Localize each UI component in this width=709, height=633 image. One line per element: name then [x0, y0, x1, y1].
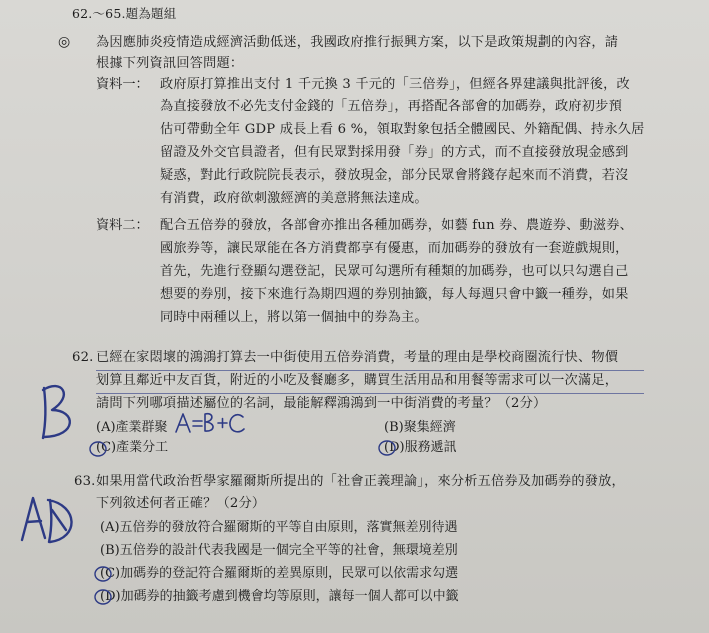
question-62-option-b: (B)聚集經濟 [384, 420, 456, 435]
question-63-option-a: (A)五倍券的發放符合羅爾斯的平等自由原則，落實無差別待遇 [100, 520, 458, 535]
material-2-line: 配合五倍券的發放，各部會亦推出各種加碼券，如藝 fun 券、農遊券、動滋券、 [160, 218, 634, 233]
material-1-line: 有消費，政府欲刺激經濟的美意將無法達成。 [160, 191, 428, 206]
handwritten-answer-62 [43, 386, 70, 438]
question-63-number: 63. [74, 474, 96, 489]
circle-mark [95, 590, 111, 604]
question-63-line: 下列敘述何者正確？（2分） [96, 496, 266, 511]
material-2-line: 國旅券等，讓民眾能在各方消費都享有優惠，而加碼券的發放有一套遊戲規則， [160, 241, 629, 256]
material-1-line: 留證及外交官員證者，但有民眾對採用發「券」的方式，而不直接發放現金感到 [160, 145, 629, 160]
question-63-option-b: (B)五倍券的設計代表我國是一個完全平等的社會，無環境差別 [100, 543, 458, 558]
material-1-line: 為直接發放不必先支付金錢的「五倍券」，再搭配各部會的加碼券，政府初步預 [160, 99, 622, 114]
question-63-option-c: (C)加碼券的登記符合羅爾斯的差異原則，民眾可以依需求勾選 [100, 566, 459, 581]
question-62-line: 已經在家悶壞的鴻鴻打算去一中街使用五倍券消費，考量的理由是學校商圈流行快、物價 [96, 350, 619, 365]
question-62-number: 62. [72, 350, 94, 365]
material-2-line: 同時中兩種以上，將以第一個抽中的券為主。 [160, 310, 428, 325]
question-62-line: 划算且鄰近中友百貨，附近的小吃及餐廳多，購買生活用品和用餐等需求可以一次滿足， [96, 373, 619, 388]
handwritten-answer-63 [22, 498, 72, 542]
question-group-header: 62.～65.題為題組 [72, 6, 177, 21]
material-1-line: 估可帶動全年 GDP 成長上看 6 %，領取對象包括全體國民、外籍配偶、持永久居 [160, 122, 645, 137]
intro-line: 為因應肺炎疫情造成經濟活動低迷，我國政府推行振興方案，以下是政策規劃的內容，請 [96, 35, 619, 50]
question-62-line: 請問下列哪項描述屬位的名詞，最能解釋鴻鴻到一中街消費的考量？（2分） [96, 396, 547, 411]
question-62-option-c: (C)產業分工 [96, 440, 169, 455]
question-62-option-d: (D)服務遞訊 [384, 440, 457, 455]
circle-mark [90, 442, 106, 456]
intro-marker: ◎ [58, 34, 71, 50]
question-63-option-d: (D)加碼券的抽籤考慮到機會均等原則，讓每一個人都可以中籤 [100, 589, 459, 604]
handwritten-note-62 [176, 414, 244, 432]
material-1-line: 政府原打算推出支付 1 千元換 3 千元的「三倍券」，但經各界建議與批評後，改 [160, 77, 630, 92]
material-1-line: 疑惑，對此行政院院長表示，發放現金，部分民眾會將錢存起來而不消費，若沒 [160, 168, 629, 183]
material-2-label: 資料二： [96, 218, 149, 233]
material-2-line: 首先，先進行登顯勾選登記，民眾可勾選所有種類的加碼券，也可以只勾選自己 [160, 264, 629, 279]
circle-mark [379, 441, 395, 455]
question-62-option-a: (A)產業群聚 [96, 420, 168, 435]
circle-mark [95, 567, 111, 581]
material-2-line: 想要的券別，接下來進行為期四週的券別抽籤，每人每週只會中籤一種券，如果 [160, 287, 629, 302]
question-63-line: 如果用當代政治哲學家羅爾斯所提出的「社會正義理論」，來分析五倍券及加碼券的發放， [96, 474, 625, 489]
intro-line: 根據下列資訊回答問題： [96, 56, 244, 71]
material-1-label: 資料一： [96, 77, 149, 92]
